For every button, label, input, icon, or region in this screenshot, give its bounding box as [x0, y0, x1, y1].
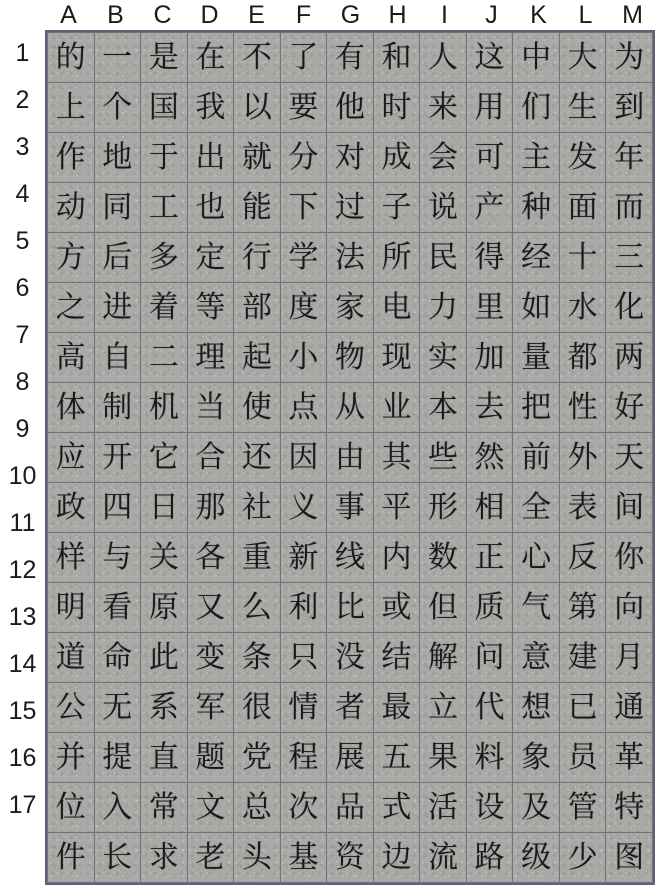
grid-cell-M11[interactable]: 你: [606, 533, 653, 583]
row-header-17: 17: [8, 791, 37, 819]
grid-cell-L17[interactable]: 少: [559, 833, 606, 883]
grid-cell-A15[interactable]: 并: [48, 733, 95, 783]
grid-cell-B1[interactable]: 一: [94, 33, 141, 83]
grid-cell-A17[interactable]: 件: [48, 833, 95, 883]
grid-cell-K14[interactable]: 想: [513, 683, 560, 733]
grid-cell-D15[interactable]: 题: [187, 733, 234, 783]
grid-cell-H16[interactable]: 式: [373, 783, 420, 833]
grid-cell-F1[interactable]: 了: [280, 33, 327, 83]
grid-cell-L4[interactable]: 面: [559, 183, 606, 233]
grid-row: [48, 283, 653, 333]
grid-cell-H6[interactable]: 电: [373, 283, 420, 333]
grid-cell-L6[interactable]: 水: [559, 283, 606, 333]
grid-cell-M13[interactable]: 月: [606, 633, 653, 683]
grid-cell-H12[interactable]: 或: [373, 583, 420, 633]
grid-cell-F10[interactable]: 义: [280, 483, 327, 533]
grid-cell-G11[interactable]: 线: [327, 533, 374, 583]
grid-cell-E2[interactable]: 以: [234, 83, 281, 133]
grid-row: [48, 583, 653, 633]
grid-cell-A7[interactable]: 高: [48, 333, 95, 383]
column-header-m: M: [622, 1, 643, 29]
grid-cell-A6[interactable]: 之: [48, 283, 95, 333]
grid-cell-K9[interactable]: 前: [513, 433, 560, 483]
grid-cell-J14[interactable]: 代: [466, 683, 513, 733]
column-header-l: L: [578, 1, 593, 29]
grid-cell-M2[interactable]: 到: [606, 83, 653, 133]
grid-cell-F12[interactable]: 利: [280, 583, 327, 633]
grid-cell-F11[interactable]: 新: [280, 533, 327, 583]
row-header-3: 3: [15, 133, 30, 161]
grid-cell-B16[interactable]: 入: [94, 783, 141, 833]
grid-cell-A10[interactable]: 政: [48, 483, 95, 533]
grid-cell-C5[interactable]: 多: [141, 233, 188, 283]
grid-cell-E17[interactable]: 头: [234, 833, 281, 883]
grid-cell-M5[interactable]: 三: [606, 233, 653, 283]
row-header-column: [0, 30, 45, 829]
grid-cell-G1[interactable]: 有: [327, 33, 374, 83]
grid-cell-L16[interactable]: 管: [559, 783, 606, 833]
grid-cell-D13[interactable]: 变: [187, 633, 234, 683]
grid-cell-K3[interactable]: 主: [513, 133, 560, 183]
grid-cell-I5[interactable]: 民: [420, 233, 467, 283]
column-header-b: B: [107, 1, 124, 29]
grid-cell-K13[interactable]: 意: [513, 633, 560, 683]
grid-cell-K10[interactable]: 全: [513, 483, 560, 533]
column-header-k: K: [530, 1, 547, 29]
grid-cell-L8[interactable]: 性: [559, 383, 606, 433]
grid-cell-B11[interactable]: 与: [94, 533, 141, 583]
column-header-i: I: [441, 1, 448, 29]
grid-cell-L2[interactable]: 生: [559, 83, 606, 133]
grid-cell-E13[interactable]: 条: [234, 633, 281, 683]
grid-cell-G10[interactable]: 事: [327, 483, 374, 533]
grid-cell-K16[interactable]: 及: [513, 783, 560, 833]
grid-cell-D11[interactable]: 各: [187, 533, 234, 583]
column-header-e: E: [248, 1, 265, 29]
grid-cell-I8[interactable]: 本: [420, 383, 467, 433]
grid-row: [48, 83, 653, 133]
grid-cell-C3[interactable]: 于: [141, 133, 188, 183]
row-header-9: 9: [15, 415, 30, 443]
grid-cell-E10[interactable]: 社: [234, 483, 281, 533]
grid-cell-G16[interactable]: 品: [327, 783, 374, 833]
grid-cell-A1[interactable]: 的: [48, 33, 95, 83]
grid-cell-D12[interactable]: 又: [187, 583, 234, 633]
grid-cell-C14[interactable]: 系: [141, 683, 188, 733]
grid-cell-G8[interactable]: 从: [327, 383, 374, 433]
grid-row: [48, 683, 653, 733]
grid-cell-C1[interactable]: 是: [141, 33, 188, 83]
grid-cell-J8[interactable]: 去: [466, 383, 513, 433]
grid-cell-H2[interactable]: 时: [373, 83, 420, 133]
grid-cell-D9[interactable]: 合: [187, 433, 234, 483]
grid-cell-E11[interactable]: 重: [234, 533, 281, 583]
grid-cell-H7[interactable]: 现: [373, 333, 420, 383]
grid-cell-B3[interactable]: 地: [94, 133, 141, 183]
grid-cell-K1[interactable]: 中: [513, 33, 560, 83]
grid-cell-F7[interactable]: 小: [280, 333, 327, 383]
grid-cell-B4[interactable]: 同: [94, 183, 141, 233]
grid-cell-J7[interactable]: 加: [466, 333, 513, 383]
grid-cell-I13[interactable]: 解: [420, 633, 467, 683]
grid-row: [48, 633, 653, 683]
grid-cell-E6[interactable]: 部: [234, 283, 281, 333]
grid-cell-D1[interactable]: 在: [187, 33, 234, 83]
grid-cell-K8[interactable]: 把: [513, 383, 560, 433]
grid-cell-E12[interactable]: 么: [234, 583, 281, 633]
grid-cell-H3[interactable]: 成: [373, 133, 420, 183]
column-header-row: [45, 0, 655, 30]
row-header-10: 10: [8, 462, 37, 490]
grid-cell-J3[interactable]: 可: [466, 133, 513, 183]
grid-cell-F6[interactable]: 度: [280, 283, 327, 333]
grid-cell-L3[interactable]: 发: [559, 133, 606, 183]
grid-cell-B15[interactable]: 提: [94, 733, 141, 783]
column-header-j: J: [485, 1, 498, 29]
grid-cell-I10[interactable]: 形: [420, 483, 467, 533]
grid-row: [48, 333, 653, 383]
grid-cell-L9[interactable]: 外: [559, 433, 606, 483]
grid-cell-M10[interactable]: 间: [606, 483, 653, 533]
grid-cell-D16[interactable]: 文: [187, 783, 234, 833]
grid-cell-F17[interactable]: 基: [280, 833, 327, 883]
grid-cell-F5[interactable]: 学: [280, 233, 327, 283]
grid-cell-H9[interactable]: 其: [373, 433, 420, 483]
grid-cell-J9[interactable]: 然: [466, 433, 513, 483]
grid-cell-L1[interactable]: 大: [559, 33, 606, 83]
grid-cell-F2[interactable]: 要: [280, 83, 327, 133]
row-header-6: 6: [15, 274, 30, 302]
grid-cell-D6[interactable]: 等: [187, 283, 234, 333]
grid-cell-M14[interactable]: 通: [606, 683, 653, 733]
column-header-d: D: [200, 1, 219, 29]
grid-cell-J10[interactable]: 相: [466, 483, 513, 533]
grid-cell-E14[interactable]: 很: [234, 683, 281, 733]
grid-cell-L11[interactable]: 反: [559, 533, 606, 583]
grid-cell-H13[interactable]: 结: [373, 633, 420, 683]
grid-cell-A14[interactable]: 公: [48, 683, 95, 733]
grid-cell-G17[interactable]: 资: [327, 833, 374, 883]
grid-cell-C11[interactable]: 关: [141, 533, 188, 583]
grid-cell-F15[interactable]: 程: [280, 733, 327, 783]
grid-cell-A9[interactable]: 应: [48, 433, 95, 483]
grid-cell-J6[interactable]: 里: [466, 283, 513, 333]
grid-cell-A3[interactable]: 作: [48, 133, 95, 183]
grid-cell-J17[interactable]: 路: [466, 833, 513, 883]
grid-cell-H15[interactable]: 五: [373, 733, 420, 783]
grid-cell-G3[interactable]: 对: [327, 133, 374, 183]
grid-cell-C10[interactable]: 日: [141, 483, 188, 533]
grid-row: [48, 33, 653, 83]
grid-cell-J11[interactable]: 正: [466, 533, 513, 583]
grid-cell-M17[interactable]: 图: [606, 833, 653, 883]
grid-row: [48, 133, 653, 183]
grid-cell-H4[interactable]: 子: [373, 183, 420, 233]
grid-cell-B10[interactable]: 四: [94, 483, 141, 533]
grid-cell-A16[interactable]: 位: [48, 783, 95, 833]
grid-row: [48, 383, 653, 433]
grid-cell-B6[interactable]: 进: [94, 283, 141, 333]
grid-cell-J4[interactable]: 产: [466, 183, 513, 233]
grid-cell-I6[interactable]: 力: [420, 283, 467, 333]
grid-cell-H11[interactable]: 内: [373, 533, 420, 583]
grid-cell-G5[interactable]: 法: [327, 233, 374, 283]
row-header-7: 7: [15, 321, 30, 349]
grid-cell-A4[interactable]: 动: [48, 183, 95, 233]
grid-cell-F16[interactable]: 次: [280, 783, 327, 833]
grid-cell-C13[interactable]: 此: [141, 633, 188, 683]
grid-cell-I15[interactable]: 果: [420, 733, 467, 783]
grid-cell-J16[interactable]: 设: [466, 783, 513, 833]
grid-cell-M15[interactable]: 革: [606, 733, 653, 783]
row-header-12: 12: [8, 556, 37, 584]
grid-cell-J15[interactable]: 料: [466, 733, 513, 783]
grid-cell-M12[interactable]: 向: [606, 583, 653, 633]
grid-cell-H5[interactable]: 所: [373, 233, 420, 283]
grid-cell-C15[interactable]: 直: [141, 733, 188, 783]
row-header-8: 8: [15, 368, 30, 396]
grid-cell-G6[interactable]: 家: [327, 283, 374, 333]
grid-row: [48, 433, 653, 483]
grid-row: [48, 483, 653, 533]
grid-cell-E15[interactable]: 党: [234, 733, 281, 783]
grid-cell-I7[interactable]: 实: [420, 333, 467, 383]
grid-cell-A5[interactable]: 方: [48, 233, 95, 283]
row-header-1: 1: [15, 39, 30, 67]
grid-cell-B14[interactable]: 无: [94, 683, 141, 733]
grid-cell-K12[interactable]: 气: [513, 583, 560, 633]
grid-cell-F14[interactable]: 情: [280, 683, 327, 733]
grid-cell-H14[interactable]: 最: [373, 683, 420, 733]
grid-cell-G12[interactable]: 比: [327, 583, 374, 633]
grid-cell-D10[interactable]: 那: [187, 483, 234, 533]
row-header-14: 14: [8, 650, 37, 678]
grid-cell-M9[interactable]: 天: [606, 433, 653, 483]
grid-row: [48, 533, 653, 583]
grid-cell-G9[interactable]: 由: [327, 433, 374, 483]
grid-cell-I1[interactable]: 人: [420, 33, 467, 83]
grid-cell-C9[interactable]: 它: [141, 433, 188, 483]
character-grid-table: [47, 32, 653, 883]
row-header-4: 4: [15, 180, 30, 208]
grid-cell-D5[interactable]: 定: [187, 233, 234, 283]
grid-cell-A12[interactable]: 明: [48, 583, 95, 633]
column-header-g: G: [340, 1, 361, 29]
grid-cell-E3[interactable]: 就: [234, 133, 281, 183]
grid-cell-E4[interactable]: 能: [234, 183, 281, 233]
grid-cell-F13[interactable]: 只: [280, 633, 327, 683]
grid-cell-C2[interactable]: 国: [141, 83, 188, 133]
grid-cell-J2[interactable]: 用: [466, 83, 513, 133]
grid-cell-D2[interactable]: 我: [187, 83, 234, 133]
grid-cell-B8[interactable]: 制: [94, 383, 141, 433]
grid-cell-I16[interactable]: 活: [420, 783, 467, 833]
grid-cell-K11[interactable]: 心: [513, 533, 560, 583]
grid-cell-J1[interactable]: 这: [466, 33, 513, 83]
grid-cell-I12[interactable]: 但: [420, 583, 467, 633]
grid-cell-D4[interactable]: 也: [187, 183, 234, 233]
column-header-c: C: [153, 1, 172, 29]
grid-cell-J13[interactable]: 问: [466, 633, 513, 683]
grid-cell-E16[interactable]: 总: [234, 783, 281, 833]
grid-cell-I9[interactable]: 些: [420, 433, 467, 483]
grid-cell-E5[interactable]: 行: [234, 233, 281, 283]
grid-cell-I14[interactable]: 立: [420, 683, 467, 733]
grid-cell-D7[interactable]: 理: [187, 333, 234, 383]
row-header-13: 13: [8, 603, 37, 631]
grid-cell-K6[interactable]: 如: [513, 283, 560, 333]
grid-cell-C17[interactable]: 求: [141, 833, 188, 883]
grid-cell-C4[interactable]: 工: [141, 183, 188, 233]
grid-cell-B13[interactable]: 命: [94, 633, 141, 683]
grid-cell-J5[interactable]: 得: [466, 233, 513, 283]
grid-cell-L12[interactable]: 第: [559, 583, 606, 633]
grid-cell-J12[interactable]: 质: [466, 583, 513, 633]
grid-cell-G14[interactable]: 者: [327, 683, 374, 733]
character-grid: [45, 30, 655, 885]
grid-cell-E7[interactable]: 起: [234, 333, 281, 383]
grid-cell-L13[interactable]: 建: [559, 633, 606, 683]
row-header-5: 5: [15, 227, 30, 255]
grid-cell-C8[interactable]: 机: [141, 383, 188, 433]
row-header-16: 16: [8, 744, 37, 772]
grid-row: [48, 183, 653, 233]
grid-cell-F3[interactable]: 分: [280, 133, 327, 183]
grid-cell-G15[interactable]: 展: [327, 733, 374, 783]
grid-cell-M3[interactable]: 年: [606, 133, 653, 183]
grid-cell-A11[interactable]: 样: [48, 533, 95, 583]
grid-cell-G7[interactable]: 物: [327, 333, 374, 383]
grid-cell-A2[interactable]: 上: [48, 83, 95, 133]
grid-cell-F9[interactable]: 因: [280, 433, 327, 483]
grid-cell-D14[interactable]: 军: [187, 683, 234, 733]
column-header-h: H: [388, 1, 407, 29]
grid-cell-G2[interactable]: 他: [327, 83, 374, 133]
grid-cell-B5[interactable]: 后: [94, 233, 141, 283]
grid-cell-M16[interactable]: 特: [606, 783, 653, 833]
grid-row: [48, 733, 653, 783]
grid-cell-B17[interactable]: 长: [94, 833, 141, 883]
row-header-2: 2: [15, 86, 30, 114]
grid-cell-L10[interactable]: 表: [559, 483, 606, 533]
grid-cell-L7[interactable]: 都: [559, 333, 606, 383]
grid-cell-I17[interactable]: 流: [420, 833, 467, 883]
column-header-a: A: [60, 1, 77, 29]
grid-cell-G4[interactable]: 过: [327, 183, 374, 233]
grid-cell-F8[interactable]: 点: [280, 383, 327, 433]
grid-cell-D8[interactable]: 当: [187, 383, 234, 433]
grid-cell-C7[interactable]: 二: [141, 333, 188, 383]
grid-cell-H17[interactable]: 边: [373, 833, 420, 883]
grid-cell-K5[interactable]: 经: [513, 233, 560, 283]
grid-cell-L15[interactable]: 员: [559, 733, 606, 783]
grid-cell-K15[interactable]: 象: [513, 733, 560, 783]
grid-cell-M7[interactable]: 两: [606, 333, 653, 383]
grid-cell-A8[interactable]: 体: [48, 383, 95, 433]
grid-cell-K7[interactable]: 量: [513, 333, 560, 383]
grid-cell-L14[interactable]: 已: [559, 683, 606, 733]
grid-cell-B12[interactable]: 看: [94, 583, 141, 633]
grid-cell-F4[interactable]: 下: [280, 183, 327, 233]
grid-cell-B9[interactable]: 开: [94, 433, 141, 483]
grid-row: [48, 233, 653, 283]
grid-cell-D17[interactable]: 老: [187, 833, 234, 883]
grid-cell-H10[interactable]: 平: [373, 483, 420, 533]
grid-cell-B2[interactable]: 个: [94, 83, 141, 133]
grid-cell-M6[interactable]: 化: [606, 283, 653, 333]
grid-cell-C12[interactable]: 原: [141, 583, 188, 633]
grid-cell-I3[interactable]: 会: [420, 133, 467, 183]
grid-cell-C16[interactable]: 常: [141, 783, 188, 833]
grid-cell-C6[interactable]: 着: [141, 283, 188, 333]
grid-cell-I2[interactable]: 来: [420, 83, 467, 133]
grid-cell-A13[interactable]: 道: [48, 633, 95, 683]
column-header-f: F: [295, 1, 312, 29]
grid-cell-E1[interactable]: 不: [234, 33, 281, 83]
grid-cell-K17[interactable]: 级: [513, 833, 560, 883]
grid-row: [48, 783, 653, 833]
grid-cell-G13[interactable]: 没: [327, 633, 374, 683]
grid-cell-E9[interactable]: 还: [234, 433, 281, 483]
grid-cell-D3[interactable]: 出: [187, 133, 234, 183]
row-header-15: 15: [8, 697, 37, 725]
grid-cell-H8[interactable]: 业: [373, 383, 420, 433]
grid-cell-L5[interactable]: 十: [559, 233, 606, 283]
grid-cell-K2[interactable]: 们: [513, 83, 560, 133]
grid-cell-I11[interactable]: 数: [420, 533, 467, 583]
grid-cell-E8[interactable]: 使: [234, 383, 281, 433]
grid-cell-M1[interactable]: 为: [606, 33, 653, 83]
row-header-11: 11: [9, 509, 36, 537]
grid-cell-I4[interactable]: 说: [420, 183, 467, 233]
grid-cell-M8[interactable]: 好: [606, 383, 653, 433]
grid-cell-H1[interactable]: 和: [373, 33, 420, 83]
grid-cell-M4[interactable]: 而: [606, 183, 653, 233]
grid-cell-K4[interactable]: 种: [513, 183, 560, 233]
grid-cell-B7[interactable]: 自: [94, 333, 141, 383]
